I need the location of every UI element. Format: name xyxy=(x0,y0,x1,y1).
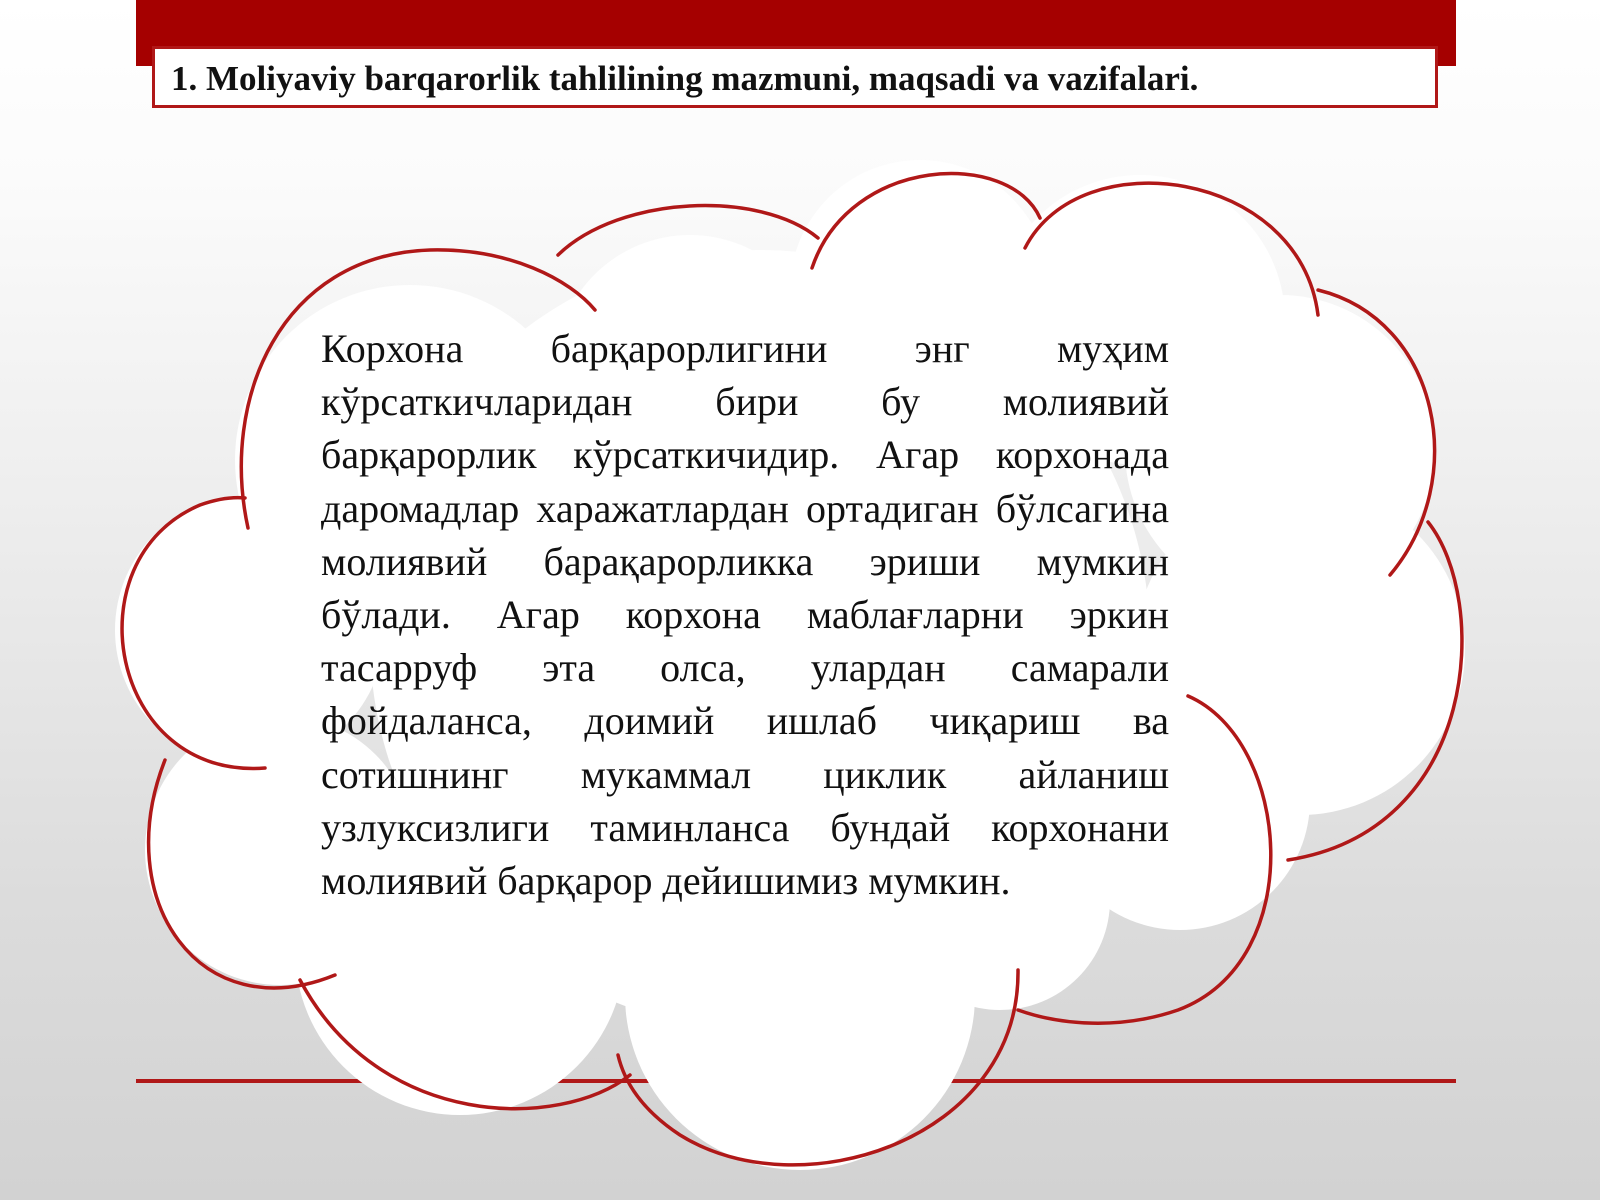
cloud-body-text: Корхона барқарорлигини энг муҳим кўрсаткичларидан бири бу молиявий барқарорлик кўрсаткичидир. Агар корхонада даромадлар харажатлардан ортадиган бўлсагина молиявий барақарорликка эриши мумкин бўлади. Агар корхона маблағларни эркин тасарруф эта олса, улардан самарали фойдаланса, доимий ишлаб чиқариш ва сотишнинг мукаммал циклик айланиш узлуксизлиги таминланса бундай корхонани молиявий барқарор дейишимиз мумкин. xyxy=(321,326,1169,904)
slide-title: 1. Moliyaviy barqarorlik tahlilining mazmuni, maqsadi va vazifalari. xyxy=(171,59,1199,98)
